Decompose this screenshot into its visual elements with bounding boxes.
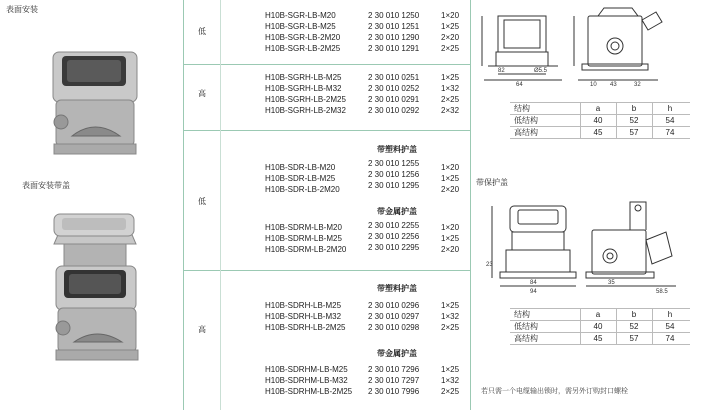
part-qty: 2×20 bbox=[441, 245, 460, 254]
part-qty: 2×25 bbox=[441, 323, 460, 332]
part-name: H10B-SGR-LB-M20 bbox=[265, 11, 336, 20]
footnote: 若只需一个电缆输出锁时，需另外订购封口螺栓 bbox=[481, 388, 628, 395]
group1-codes bbox=[368, 10, 419, 54]
table2-cell: 45 bbox=[593, 334, 603, 343]
part-code: 2 30 010 2256 bbox=[368, 232, 420, 241]
heading-metal-cover-2: 带金属护盖 bbox=[377, 349, 417, 358]
part-name: H10B-SDRHM-LB-2M25 bbox=[265, 387, 353, 396]
part-name: H10B-SGR-LB-2M20 bbox=[265, 33, 341, 42]
dim-32: 32 bbox=[634, 82, 641, 88]
dimension-table-1 bbox=[510, 102, 690, 142]
dim-43: 43 bbox=[610, 82, 617, 88]
group4a-names bbox=[265, 300, 345, 333]
level-high-2: 高 bbox=[198, 325, 206, 334]
dim-84: 84 bbox=[530, 280, 537, 286]
part-name: H10B-SGRH-LB-2M25 bbox=[265, 95, 346, 104]
part-name: H10B-SDRM-LB-2M20 bbox=[265, 245, 347, 254]
dim-58-5: 58.5 bbox=[656, 289, 668, 295]
group2-codes bbox=[368, 72, 419, 116]
part-qty: 2×32 bbox=[441, 106, 460, 115]
group2-names bbox=[265, 72, 346, 116]
part-code: 2 30 010 1290 bbox=[368, 33, 420, 42]
part-qty: 1×20 bbox=[441, 223, 460, 232]
table1-cell: 54 bbox=[665, 116, 675, 125]
part-qty: 2×20 bbox=[441, 185, 460, 194]
heading-plastic-cover: 带塑料护盖 bbox=[377, 145, 417, 154]
part-qty: 1×20 bbox=[441, 11, 460, 20]
table1-header-b: b bbox=[631, 104, 637, 113]
part-code: 2 30 010 1255 bbox=[368, 159, 420, 168]
part-code: 2 30 010 0292 bbox=[368, 106, 420, 115]
part-name: H10B-SDRH-LB-M32 bbox=[265, 312, 342, 321]
part-code: 2 30 010 2295 bbox=[368, 243, 420, 252]
group4a-qty bbox=[441, 300, 459, 333]
part-name: H10B-SDRH-LB-2M25 bbox=[265, 323, 346, 332]
part-qty: 1×25 bbox=[441, 301, 460, 310]
table1-cell: 45 bbox=[593, 128, 603, 137]
part-code: 2 30 010 7297 bbox=[368, 376, 420, 385]
table1-cell: 40 bbox=[593, 116, 603, 125]
table2-header-a: a bbox=[595, 310, 601, 319]
table2-cell: 74 bbox=[665, 334, 675, 343]
table2-header-structure: 结构 bbox=[514, 310, 530, 319]
part-qty: 2×25 bbox=[441, 44, 460, 53]
part-code: 2 30 010 0298 bbox=[368, 323, 420, 332]
table2-cell: 54 bbox=[665, 322, 675, 331]
part-code: 2 30 010 1250 bbox=[368, 11, 420, 20]
table1-header-structure: 结构 bbox=[514, 104, 530, 113]
part-code: 2 30 010 1295 bbox=[368, 181, 420, 190]
part-qty: 1×25 bbox=[441, 73, 460, 82]
dim-10: 10 bbox=[590, 82, 597, 88]
part-qty: 2×25 bbox=[441, 95, 460, 104]
part-code: 2 30 010 0251 bbox=[368, 73, 420, 82]
part-code: 2 30 010 7996 bbox=[368, 387, 420, 396]
part-code: 2 30 010 0252 bbox=[368, 84, 420, 93]
part-name: H10B-SDRHM-LB-M32 bbox=[265, 376, 348, 385]
table2-header-b: b bbox=[631, 310, 637, 319]
product-photo-housing-cover bbox=[52, 200, 142, 410]
part-name: H10B-SDR-LB-M25 bbox=[265, 174, 336, 183]
part-name: H10B-SDRM-LB-M25 bbox=[265, 234, 342, 243]
heading-metal-cover: 带金属护盖 bbox=[377, 207, 417, 216]
part-qty: 1×25 bbox=[441, 22, 460, 31]
table1-row-high: 高结构 bbox=[514, 128, 538, 137]
table1-header-a: a bbox=[595, 104, 601, 113]
part-name: H10B-SDRH-LB-M25 bbox=[265, 301, 342, 310]
group3a-codes bbox=[368, 158, 419, 191]
table2-header-h: h bbox=[667, 310, 673, 319]
part-qty: 1×32 bbox=[441, 376, 460, 385]
label-surface-mount-cover: 表面安装带盖 bbox=[22, 181, 70, 190]
part-name: H10B-SGRH-LB-M32 bbox=[265, 84, 342, 93]
dim-64: 64 bbox=[516, 82, 523, 88]
table1-cell: 57 bbox=[629, 128, 639, 137]
part-name: H10B-SDR-LB-M20 bbox=[265, 163, 336, 172]
part-qty: 2×20 bbox=[441, 33, 460, 42]
table2-cell: 40 bbox=[593, 322, 603, 331]
part-name: H10B-SDRM-LB-M20 bbox=[265, 223, 342, 232]
part-qty: 1×20 bbox=[441, 163, 460, 172]
part-code: 2 30 010 7296 bbox=[368, 365, 420, 374]
dim-94: 94 bbox=[530, 289, 537, 295]
level-low-1: 低 bbox=[198, 27, 206, 36]
technical-drawing-cover bbox=[480, 196, 702, 296]
part-name: H10B-SGR-LB-M25 bbox=[265, 22, 336, 31]
table2-row-low: 低结构 bbox=[514, 322, 538, 331]
group3b-names bbox=[265, 222, 346, 255]
part-code: 2 30 010 0291 bbox=[368, 95, 420, 104]
part-code: 2 30 010 0297 bbox=[368, 312, 420, 321]
part-code: 2 30 010 1256 bbox=[368, 170, 420, 179]
dim-23: 23 bbox=[486, 262, 493, 268]
part-name: H10B-SGRH-LB-2M32 bbox=[265, 106, 346, 115]
label-protective-cover: 带保护盖 bbox=[476, 178, 508, 187]
level-low-2: 低 bbox=[198, 197, 206, 206]
group4b-codes bbox=[368, 364, 419, 397]
table1-cell: 74 bbox=[665, 128, 675, 137]
group1-names bbox=[265, 10, 340, 54]
part-name: H10B-SDRHM-LB-M25 bbox=[265, 365, 348, 374]
product-photo-housing bbox=[50, 42, 150, 162]
part-qty: 2×25 bbox=[441, 387, 460, 396]
part-name: H10B-SDR-LB-2M20 bbox=[265, 185, 340, 194]
part-qty: 1×25 bbox=[441, 365, 460, 374]
group2-qty bbox=[441, 72, 459, 116]
level-high-1: 高 bbox=[198, 89, 206, 98]
part-qty: 1×25 bbox=[441, 174, 460, 183]
dimension-table-2 bbox=[510, 308, 690, 348]
table1-row-low: 低结构 bbox=[514, 116, 538, 125]
group3b-qty bbox=[441, 222, 459, 255]
label-surface-mount: 表面安装 bbox=[6, 5, 38, 14]
group3b-codes bbox=[368, 220, 419, 253]
part-code: 2 30 010 2255 bbox=[368, 221, 420, 230]
group4a-codes bbox=[368, 300, 419, 333]
part-qty: 1×32 bbox=[441, 312, 460, 321]
group4b-names bbox=[265, 364, 352, 397]
part-code: 2 30 010 1291 bbox=[368, 44, 420, 53]
heading-plastic-cover-2: 带塑料护盖 bbox=[377, 284, 417, 293]
part-qty: 1×32 bbox=[441, 84, 460, 93]
group1-qty bbox=[441, 10, 459, 54]
dim-35: 35 bbox=[608, 280, 615, 286]
group3a-names bbox=[265, 162, 340, 195]
table1-header-h: h bbox=[667, 104, 673, 113]
dim-hole: Ø5.5 bbox=[534, 68, 548, 74]
group3a-qty bbox=[441, 162, 459, 195]
part-name: H10B-SGRH-LB-M25 bbox=[265, 73, 342, 82]
group4b-qty bbox=[441, 364, 459, 397]
dim-82: 82 bbox=[498, 68, 505, 74]
part-code: 2 30 010 0296 bbox=[368, 301, 420, 310]
part-name: H10B-SGR-LB-2M25 bbox=[265, 44, 341, 53]
table1-cell: 52 bbox=[629, 116, 639, 125]
table2-cell: 52 bbox=[629, 322, 639, 331]
technical-drawing-surface bbox=[478, 6, 700, 96]
table2-row-high: 高结构 bbox=[514, 334, 538, 343]
part-qty: 1×25 bbox=[441, 234, 460, 243]
table2-cell: 57 bbox=[629, 334, 639, 343]
part-code: 2 30 010 1251 bbox=[368, 22, 420, 31]
